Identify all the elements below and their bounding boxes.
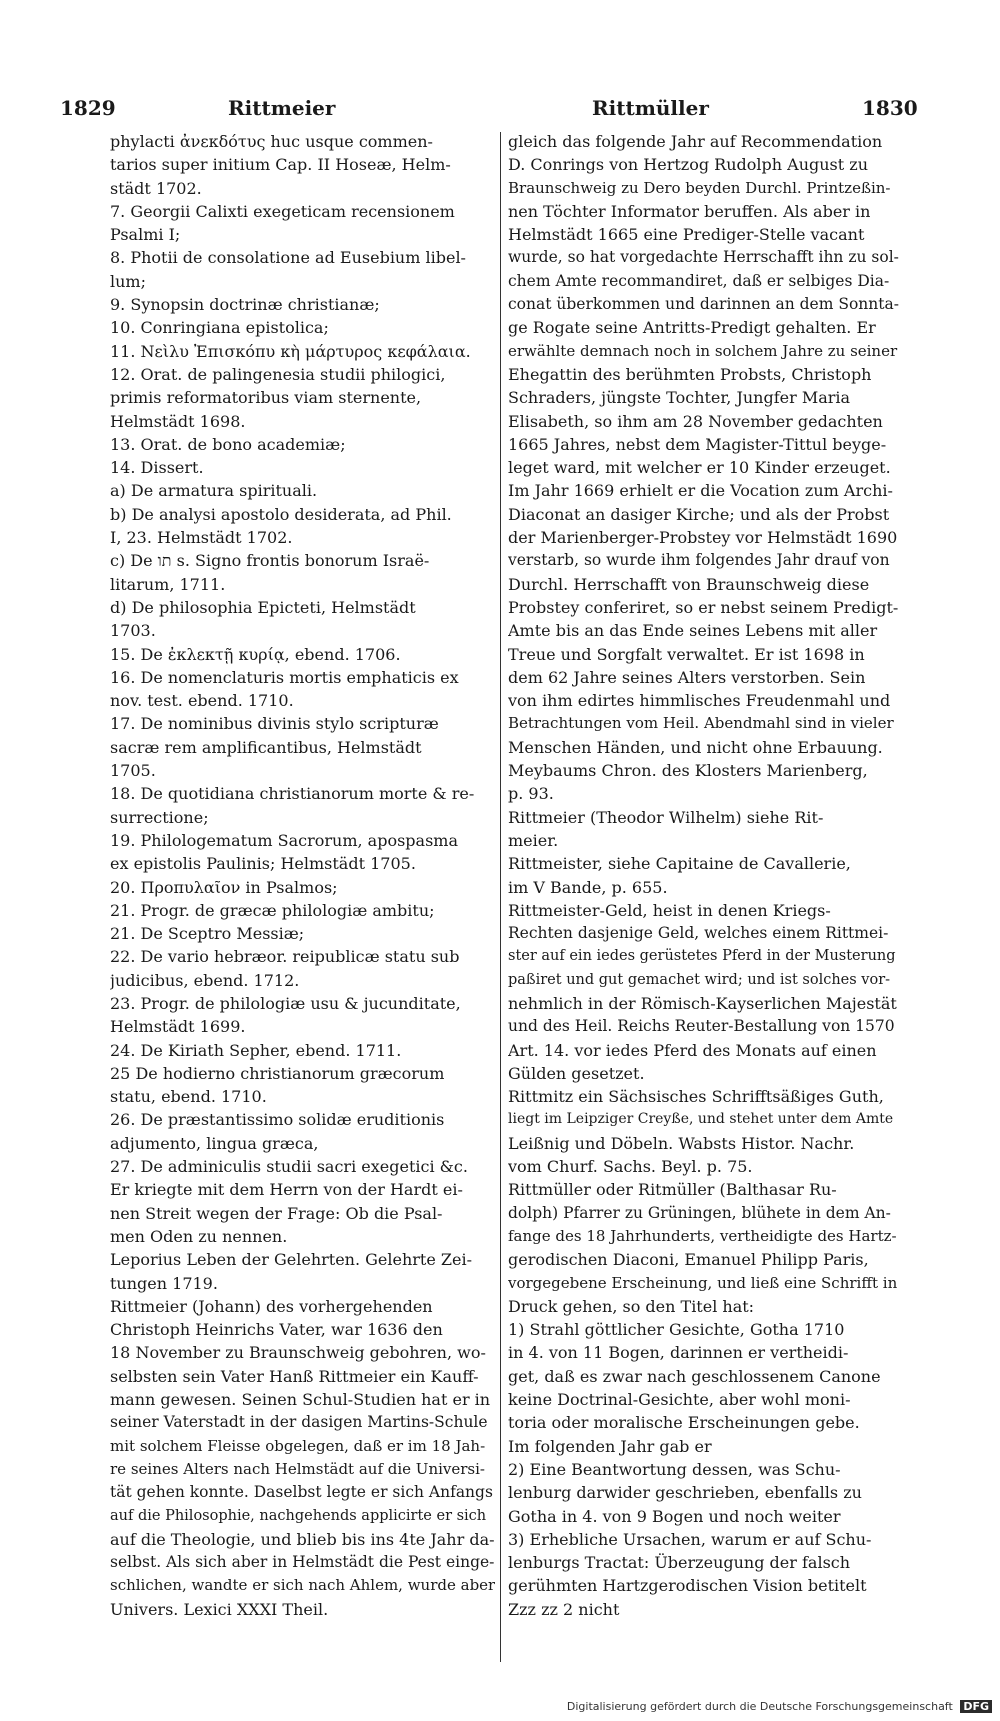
text-line: judicibus, ebend. 1712.: [110, 970, 300, 990]
text-line: schlichen, wandte er sich nach Ahlem, wurde aber: [110, 1576, 495, 1595]
text-line: wurde, so hat vorgedachte Herrschafft ihn zu sol-: [508, 248, 899, 267]
left-page-number: 1829: [60, 96, 116, 120]
text-line: toria oder moralische Erscheinungen gebe.: [508, 1413, 860, 1433]
text-line: 10. Conringiana epistolica;: [110, 318, 329, 338]
text-line: 26. De præstantissimo solidæ eruditionis: [110, 1110, 445, 1130]
text-line: 18 November zu Braunschweig gebohren, wo-: [110, 1343, 486, 1363]
text-line: Schraders, jüngste Tochter, Jungfer Maria: [508, 388, 851, 408]
text-line: primis reformatoribus viam sternente,: [110, 388, 422, 408]
text-line: Rittmeier (Theodor Wilhelm) siehe Rit-: [508, 807, 824, 827]
text-line: ex epistolis Paulinis; Helmstädt 1705.: [110, 854, 416, 874]
text-line: gerodischen Diaconi, Emanuel Philipp Paris,: [508, 1250, 869, 1270]
text-line: dem 62 Jahre seines Alters verstorben. Sein: [508, 667, 866, 687]
text-line: 27. De adminiculis studii sacri exegetici &c.: [110, 1157, 468, 1177]
text-line: 24. De Kiriath Sepher, ebend. 1711.: [110, 1040, 402, 1060]
text-line: 22. De vario hebræor. reipublicæ statu sub: [110, 947, 460, 967]
digitization-footer: [567, 1700, 992, 1713]
text-line: meier.: [508, 830, 559, 850]
text-line: 12. Orat. de palingenesia studii philogici,: [110, 364, 446, 384]
text-line: litarum, 1711.: [110, 574, 226, 594]
text-line: Helmstädt 1665 eine Prediger-Stelle vacant: [508, 225, 865, 245]
text-line: erwählte demnach noch in solchem Jahre zu seiner: [508, 341, 898, 360]
text-line: Amte bis an das Ende seines Lebens mit aller: [508, 621, 878, 641]
text-line: fange des 18 Jahrhunderts, vertheidigte des Hartz-: [508, 1226, 897, 1245]
text-line: 15. De ἐκλεκτῇ κυρίᾳ, ebend. 1706.: [110, 644, 401, 664]
text-line: Zzz zz 2 nicht: [508, 1599, 620, 1619]
text-line: 20. Προπυλαῖον in Psalmos;: [110, 877, 338, 897]
text-line: Helmstädt 1699.: [110, 1017, 246, 1037]
text-line: 18. De quotidiana christianorum morte & re-: [110, 784, 475, 804]
text-line: 25 De hodierno christianorum græcorum: [110, 1063, 445, 1083]
text-line: Leißnig und Döbeln. Wabsts Histor. Nachr.: [508, 1133, 855, 1153]
text-line: Rittmeister, siehe Capitaine de Cavallerie,: [508, 854, 851, 874]
text-line: 23. Progr. de philologiæ usu & jucunditate,: [110, 993, 461, 1013]
text-line: lum;: [110, 271, 146, 291]
text-line: liegt im Leipziger Creyße, und stehet unter dem Amte: [508, 1111, 894, 1128]
text-line: Menschen Händen, und nicht ohne Erbauung.: [508, 737, 883, 757]
text-line: Leporius Leben der Gelehrten. Gelehrte Zei-: [110, 1250, 473, 1270]
text-line: Art. 14. vor iedes Pferd des Monats auf einen: [508, 1040, 877, 1060]
text-line: a) De armatura spirituali.: [110, 481, 318, 501]
text-line: men Oden zu nennen.: [110, 1226, 288, 1246]
text-line: keine Doctrinal-Gesichte, aber wohl moni-: [508, 1390, 851, 1410]
page-header: [0, 96, 1000, 126]
text-line: vorgegebene Erscheinung, und ließ eine Schrifft in: [508, 1273, 898, 1292]
text-line: tungen 1719.: [110, 1273, 218, 1293]
text-line: Er kriegte mit dem Herrn von der Hardt ei-: [110, 1180, 463, 1200]
digitization-note: Digitalisierung gefördert durch die Deutsche Forschungsgemeinschaft: [566, 1700, 953, 1713]
text-line: 3) Erhebliche Ursachen, warum er auf Schu-: [508, 1529, 872, 1549]
text-line: nov. test. ebend. 1710.: [110, 691, 294, 711]
text-line: 7. Georgii Calixti exegeticam recensionem: [110, 201, 455, 221]
text-line: ster auf ein iedes gerüstetes Pferd in der Musterung: [508, 948, 896, 965]
text-line: Betrachtungen vom Heil. Abendmahl sind in vieler: [508, 714, 894, 733]
text-line: Christoph Heinrichs Vater, war 1636 den: [110, 1320, 443, 1340]
text-line: Probstey conferiret, so er nebst seinem Predigt-: [508, 597, 899, 617]
text-line: 8. Photii de consolatione ad Eusebium libel-: [110, 248, 466, 268]
text-line: 19. Philologematum Sacrorum, apospasma: [110, 830, 458, 850]
text-line: mann gewesen. Seinen Schul-Studien hat er in: [110, 1390, 491, 1410]
text-line: lenburg darwider geschrieben, ebenfalls zu: [508, 1483, 862, 1503]
text-line: nen Töchter Informator beruffen. Als aber in: [508, 201, 871, 221]
text-line: Rechten dasjenige Geld, welches einem Rittmei-: [508, 924, 889, 943]
text-line: tät gehen konnte. Daselbst legte er sich Anfangs: [110, 1483, 493, 1502]
text-line: städt 1702.: [110, 178, 202, 198]
left-running-title: Rittmeier: [228, 96, 336, 120]
text-line: Braunschweig zu Dero beyden Durchl. Printzeßin-: [508, 178, 891, 197]
dfg-badge: DFG: [960, 1700, 992, 1713]
column-divider: [500, 132, 501, 1662]
text-line: 1703.: [110, 621, 156, 641]
text-line: ge Rogate seine Antritts-Predigt gehalten. Er: [508, 318, 876, 338]
text-line: vom Churf. Sachs. Beyl. p. 75.: [508, 1157, 753, 1177]
text-line: Rittmüller oder Ritmüller (Balthasar Ru-: [508, 1180, 837, 1200]
text-line: in 4. von 11 Bogen, darinnen er vertheidi-: [508, 1343, 849, 1363]
text-line: gerühmten Hartzgerodischen Vision betitelt: [508, 1576, 867, 1596]
text-line: Gotha in 4. von 9 Bogen und noch weiter: [508, 1506, 841, 1526]
text-line: adjumento, lingua græca,: [110, 1133, 319, 1153]
text-line: I, 23. Helmstädt 1702.: [110, 528, 293, 548]
text-line: phylacti ἀνεκδότυς huc usque commen-: [110, 132, 433, 151]
text-line: im V Bande, p. 655.: [508, 877, 668, 897]
text-line: 11. Νεὶλυ Ἐπισκόπυ κὴ μάρτυρος κεφάλαια.: [110, 341, 471, 361]
text-line: nen Streit wegen der Frage: Ob die Psal-: [110, 1203, 443, 1223]
text-line: Im Jahr 1669 erhielt er die Vocation zum Archi-: [508, 481, 893, 501]
text-line: statu, ebend. 1710.: [110, 1087, 267, 1107]
text-line: re seines Alters nach Helmstädt auf die Universi-: [110, 1459, 485, 1478]
text-line: 21. Progr. de græcæ philologiæ ambitu;: [110, 900, 435, 920]
text-line: 1705.: [110, 761, 156, 781]
text-line: Rittmeier (Johann) des vorhergehenden: [110, 1296, 433, 1316]
text-line: 17. De nominibus divinis stylo scripturæ: [110, 714, 439, 734]
text-line: 1) Strahl göttlicher Gesichte, Gotha 1710: [508, 1320, 845, 1340]
text-line: verstarb, so wurde ihm folgendes Jahr drauf von: [508, 551, 890, 570]
text-line: selbst. Als sich aber in Helmstädt die Pest einge-: [110, 1553, 495, 1572]
text-line: Treue und Sorgfalt verwaltet. Er ist 1698 in: [508, 644, 865, 664]
text-line: 16. De nomenclaturis mortis emphaticis ex: [110, 667, 459, 687]
text-line: der Marienberger-Probstey vor Helmstädt 1690: [508, 528, 898, 548]
text-line: dolph) Pfarrer zu Grüningen, blühete in dem An-: [508, 1203, 891, 1222]
text-line: lenburgs Tractat: Überzeugung der falsch: [508, 1553, 851, 1573]
text-line: Univers. Lexici XXXI Theil.: [110, 1599, 329, 1619]
text-line: selbsten sein Vater Hanß Rittmeier ein Kauff-: [110, 1366, 479, 1386]
text-line: Gülden gesetzet.: [508, 1063, 645, 1083]
text-line: get, daß es zwar nach geschlossenem Canone: [508, 1366, 881, 1386]
text-line: seiner Vaterstadt in der dasigen Martins-Schule: [110, 1413, 488, 1432]
right-column: [508, 130, 900, 1650]
text-line: d) De philosophia Epicteti, Helmstädt: [110, 597, 416, 617]
text-line: Meybaums Chron. des Klosters Marienberg,: [508, 761, 868, 781]
text-line: 13. Orat. de bono academiæ;: [110, 434, 346, 454]
text-line: 21. De Sceptro Messiæ;: [110, 924, 305, 944]
text-line: Im folgenden Jahr gab er: [508, 1436, 712, 1456]
text-line: 2) Eine Beantwortung dessen, was Schu-: [508, 1459, 841, 1479]
text-line: auf die Philosophie, nachgehends applicirte er sich: [110, 1507, 487, 1524]
text-line: Ehegattin des berühmten Probsts, Christoph: [508, 364, 872, 384]
text-line: conat überkommen und darinnen an dem Sonnta-: [508, 295, 899, 314]
text-line: Helmstädt 1698.: [110, 411, 246, 431]
left-column: [110, 130, 495, 1650]
text-line: nehmlich in der Römisch-Kayserlichen Majestät: [508, 993, 897, 1013]
text-line: von ihm edirtes himmlisches Freudenmahl und: [508, 691, 891, 711]
text-line: 9. Synopsin doctrinæ christianæ;: [110, 295, 380, 315]
text-line: b) De analysi apostolo desiderata, ad Phil.: [110, 504, 452, 524]
text-line: Psalmi I;: [110, 225, 181, 245]
text-line: paßiret und gut gemachet wird; und ist solches vor-: [508, 971, 891, 988]
text-line: p. 93.: [508, 784, 554, 804]
text-line: leget ward, mit welcher er 10 Kinder erzeuget.: [508, 458, 891, 478]
text-line: tarios super initium Cap. II Hoseæ, Helm-: [110, 155, 451, 175]
text-line: Diaconat an dasiger Kirche; und als der Probst: [508, 504, 890, 524]
text-line: Durchl. Herrschafft von Braunschweig diese: [508, 574, 870, 594]
text-line: D. Conrings von Hertzog Rudolph August zu: [508, 155, 869, 175]
text-line: Rittmeister-Geld, heist in denen Kriegs-: [508, 900, 831, 920]
text-line: auf die Theologie, und blieb bis ins 4te Jahr da-: [110, 1529, 495, 1549]
text-line: Druck gehen, so den Titel hat:: [508, 1296, 755, 1316]
text-line: 14. Dissert.: [110, 458, 204, 478]
text-line: 1665 Jahres, nebst dem Magister-Tittul beyge-: [508, 434, 887, 454]
text-line: mit solchem Fleisse obgelegen, daß er im 18 Jah-: [110, 1436, 486, 1455]
text-line: Rittmitz ein Sächsisches Schrifftsäßiges Guth,: [508, 1087, 884, 1107]
text-line: chem Amte recommandiret, daß er selbiges Dia-: [508, 271, 890, 290]
text-line: Elisabeth, so ihm am 28 November gedachten: [508, 411, 883, 431]
right-running-title: Rittmüller: [592, 96, 709, 120]
text-line: surrectione;: [110, 807, 209, 827]
text-line: gleich das folgende Jahr auf Recommendation: [508, 132, 883, 151]
text-line: und des Heil. Reichs Reuter-Bestallung von 1570: [508, 1017, 895, 1036]
text-line: c) De תו s. Signo frontis bonorum Israë-: [110, 551, 430, 571]
text-line: sacræ rem amplificantibus, Helmstädt: [110, 737, 422, 757]
right-page-number: 1830: [862, 96, 918, 120]
